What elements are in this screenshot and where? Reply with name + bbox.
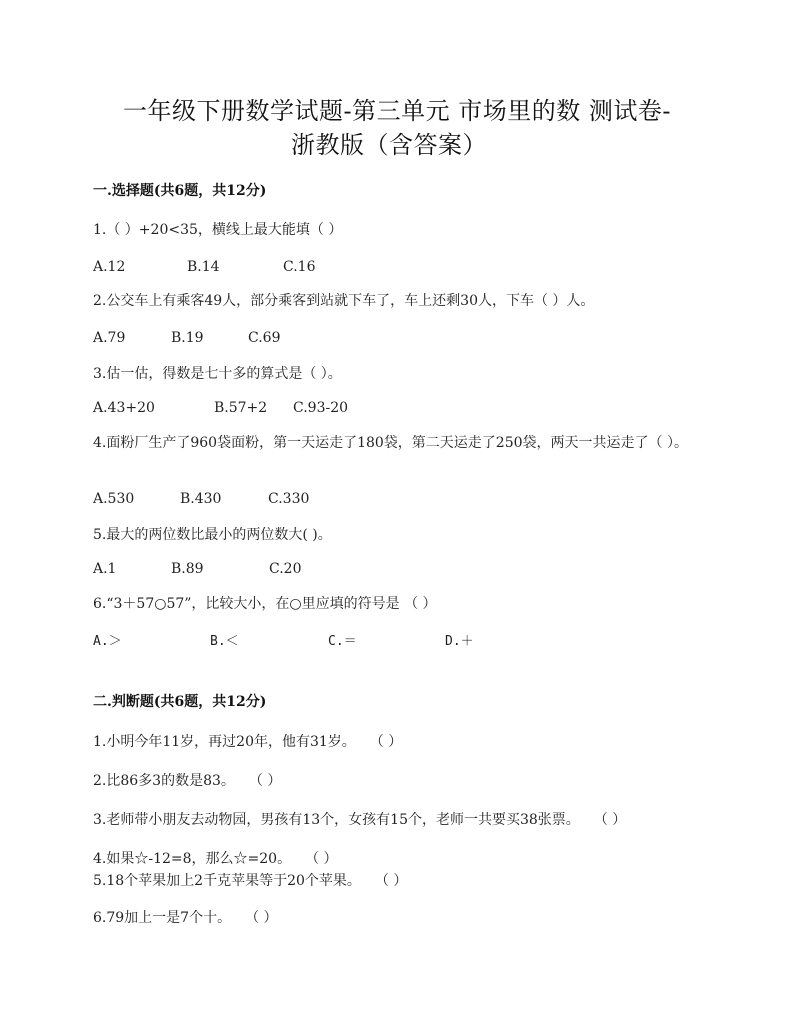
judgment-question-3: 3.老师带小朋友去动物园，男孩有13个，女孩有15个，老师一共要买38张票。 （ ） <box>93 812 627 828</box>
choice-option-2b: B.19 <box>171 330 204 346</box>
choice-question-6: 6.“3＋57○57”，比较大小，在○里应填的符号是 （ ） <box>93 596 437 612</box>
section-heading-choice: 一.选择题(共6题，共12分) <box>93 183 267 199</box>
choice-question-4: 4.面粉厂生产了960袋面粉，第一天运走了180袋，第二天运走了250袋，两天一共运走了（ ）。 <box>93 435 688 451</box>
choice-option-6b: B.＜ <box>210 634 239 649</box>
choice-question-2: 2.公交车上有乘客49人，部分乘客到站就下车了，车上还剩30人，下车（ ）人。 <box>93 293 595 309</box>
judgment-question-2: 2.比86多3的数是83。 （ ） <box>93 773 282 789</box>
choice-option-6d: D.＋ <box>445 634 474 649</box>
choice-option-4c: C.330 <box>268 491 310 507</box>
choice-option-1c: C.16 <box>283 259 316 275</box>
choice-question-3: 3.估一估，得数是七十多的算式是（ ）。 <box>93 366 342 382</box>
choice-option-3c: C.93-20 <box>293 400 349 416</box>
judgment-question-1: 1.小明今年11岁，再过20年，他有31岁。 （ ） <box>93 734 403 750</box>
choice-option-5b: B.89 <box>171 561 204 577</box>
choice-option-2a: A.79 <box>93 330 126 346</box>
judgment-question-4: 4.如果☆-12=8，那么☆=20。 （ ） <box>93 851 338 867</box>
choice-option-3b: B.57+2 <box>214 400 268 416</box>
choice-option-1a: A.12 <box>93 259 126 275</box>
choice-option-3a: A.43+20 <box>93 400 155 416</box>
choice-option-5c: C.20 <box>269 561 302 577</box>
section-heading-judgment: 二.判断题(共6题，共12分) <box>93 694 267 710</box>
choice-question-5: 5.最大的两位数比最小的两位数大( )。 <box>93 527 332 543</box>
choice-question-1: 1.（ ）+20<35，横线上最大能填（ ） <box>93 222 343 238</box>
judgment-question-6: 6.79加上一是7个十。 （ ） <box>93 910 278 926</box>
document-title-line1: 一年级下册数学试题-第三单元 市场里的数 测试卷- <box>123 97 671 125</box>
choice-option-5a: A.1 <box>93 561 117 577</box>
judgment-question-5: 5.18个苹果加上2千克苹果等于20个苹果。 （ ） <box>93 873 408 889</box>
choice-option-6c: C.＝ <box>328 634 357 649</box>
document-title-line2: 浙教版（含答案） <box>291 131 487 159</box>
choice-option-6a: A.＞ <box>93 634 122 649</box>
choice-option-2c: C.69 <box>248 330 281 346</box>
choice-option-4b: B.430 <box>180 491 222 507</box>
choice-option-1b: B.14 <box>187 259 220 275</box>
choice-option-4a: A.530 <box>93 491 135 507</box>
